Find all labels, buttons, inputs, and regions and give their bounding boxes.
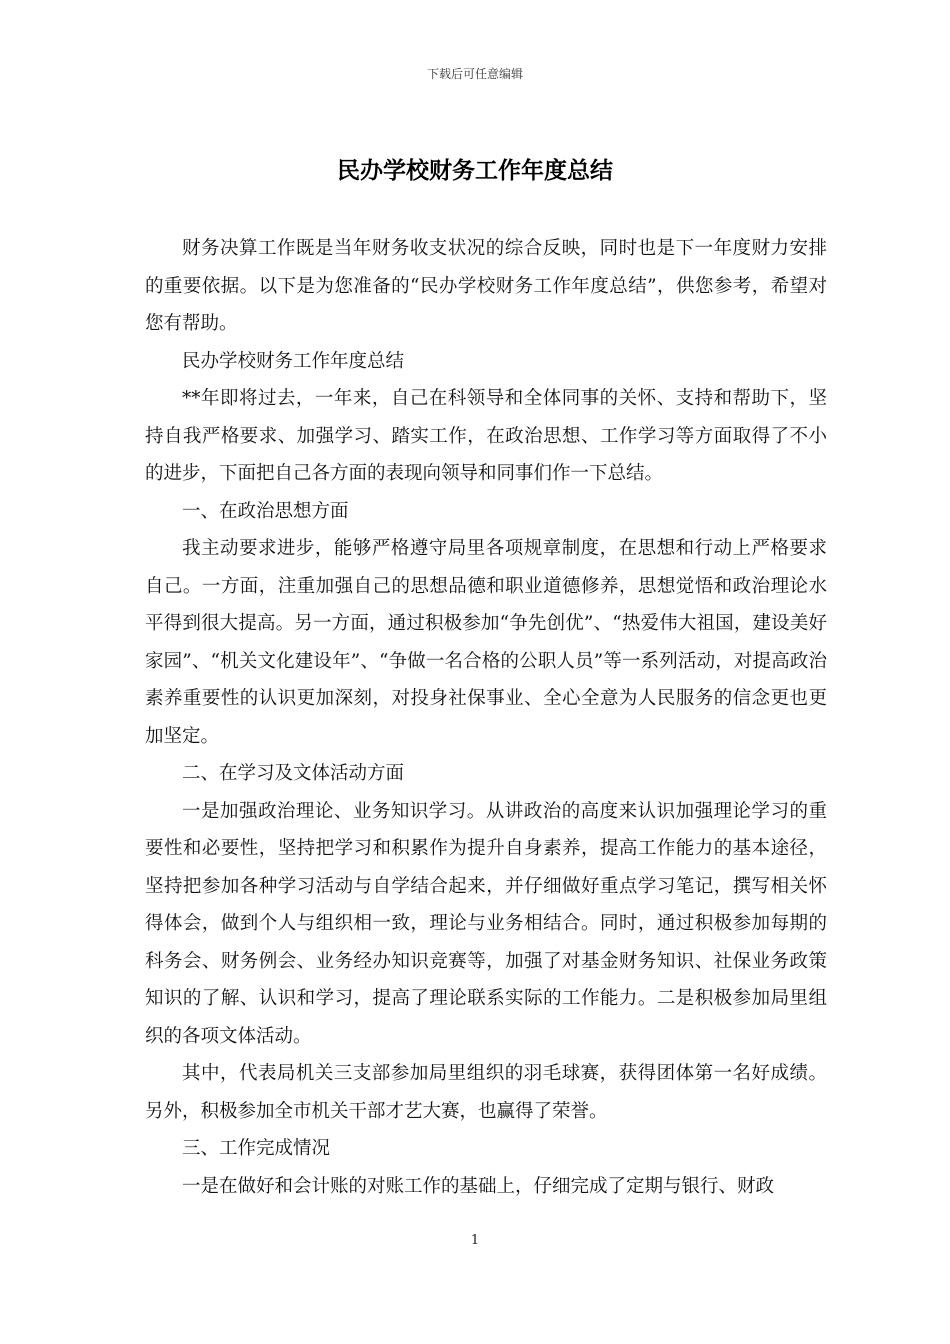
activities-paragraph: 其中，代表局机关三支部参加局里组织的羽毛球赛，获得团体第一名好成绩。另外，积极参加全市机关干部才艺大赛，也赢得了荣誉。 — [145, 1063, 827, 1122]
document-title: 民办学校财务工作年度总结 — [337, 157, 613, 184]
document-body — [145, 230, 827, 1205]
section-heading-political: 一、在政治思想方面 — [182, 500, 349, 522]
section-heading-work: 三、工作完成情况 — [182, 1138, 331, 1159]
work-paragraph: 一是在做好和会计账的对账工作的基础上，仔细完成了定期与银行、财政 — [182, 1175, 775, 1197]
section-heading-study: 二、在学习及文体活动方面 — [182, 763, 405, 784]
intro-paragraph: 财务决算工作既是当年财务收支状况的综合反映，同时也是下一年度财力安排的重要依据。以下是为您准备的“民办学校财务工作年度总结”，供您参考，希望对您有帮助。 — [145, 238, 827, 334]
study-paragraph: 一是加强政治理论、业务知识学习。从讲政治的高度来认识加强理论学习的重要性和必要性，坚持把学习和积累作为提升自身素养，提高工作能力的基本途径，坚持把参加各种学习活动与自学结合起来，并仔细做好重点学习笔记，撰写相关怀得体会，做到个人与组织相一致，理论与业务相结合。同时，通过积极参加每期的科务会、财务例会、业务经办知识竞赛等，加强了对基金财务知识、社保业务政策知识的了解、认识和学习，提高了理论联系实际的工作能力。二是积极参加局里组织的各项文体活动。 — [145, 800, 827, 1047]
page-number: 1 — [470, 1233, 480, 1248]
page-header: 下载后可任意编辑 — [426, 67, 523, 81]
political-paragraph: 我主动要求进步，能够严格遵守局里各项规章制度，在思想和行动上严格要求自己。一方面，注重加强自己的思想品德和职业道德修养，思想觉悟和政治理论水平得到很大提高。另一方面，通过积极参加“争先创优”、“热爱伟大祖国，建设美好家园”、“机关文化建设年”、“争做一名合格的公职人员”等一系列活动，对提高政治素养重要性的认识更加深刻，对投身社保事业、全心全意为人民服务的信念更也更加坚定。 — [145, 538, 827, 747]
subtitle-paragraph: 民办学校财务工作年度总结 — [182, 350, 405, 372]
opening-paragraph: **年即将过去，一年来，自己在科领导和全体同事的关怀、支持和帮助下，坚持自我严格要求、加强学习、踏实工作，在政治思想、工作学习等方面取得了不小的进步，下面把自己各方面的表现向领导和同事们作一下总结。 — [145, 388, 827, 484]
